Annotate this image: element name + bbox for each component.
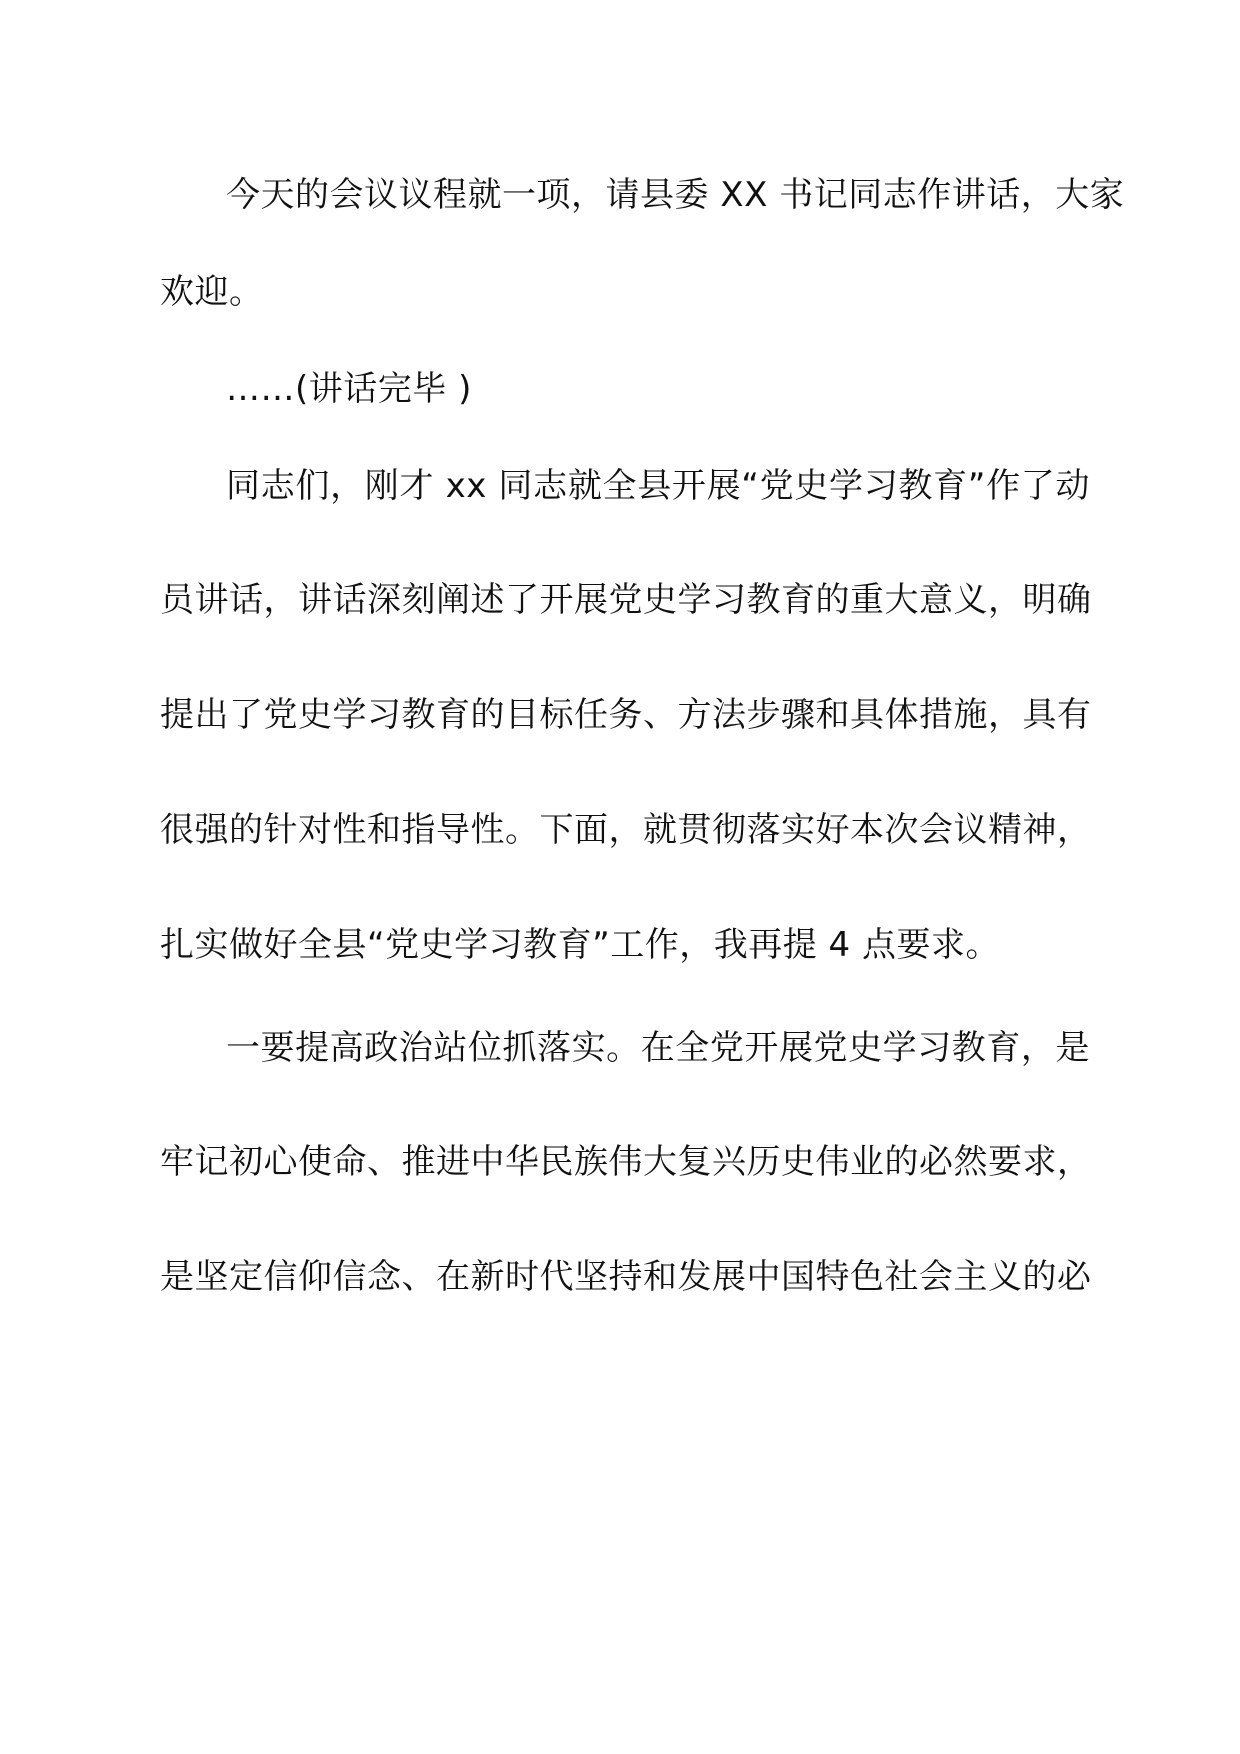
paragraph-3-line-4: 很强的针对性和指导性。下面，就贯彻落实好本次会议精神， [160,810,1092,850]
paragraph-3-line-2: 员讲话，讲话深刻阐述了开展党史学习教育的重大意义，明确 [160,580,1092,620]
paragraph-1-line-2: 欢迎。 [160,272,264,312]
paragraph-3-line-3: 提出了党史学习教育的目标任务、方法步骤和具体措施，具有 [160,695,1092,735]
paragraph-4-line-2: 牢记初心使命、推进中华民族伟大复兴历史伟业的必然要求， [160,1142,1092,1182]
paragraph-3-line-1: 同志们，刚才 xx 同志就全县开展“党史学习教育”作了动 [226,466,1090,506]
paragraph-2-line-1: ……(讲话完毕 ) [226,369,472,409]
paragraph-1-line-1: 今天的会议议程就一项，请县委 XX 书记同志作讲话，大家 [226,175,1125,215]
paragraph-4-line-1: 一要提高政治站位抓落实。在全党开展党史学习教育，是 [226,1028,1090,1068]
paragraph-3-line-5: 扎实做好全县“党史学习教育”工作，我再提 4 点要求。 [160,925,1000,965]
paragraph-4-line-3: 是坚定信仰信念、在新时代坚持和发展中国特色社会主义的必 [160,1257,1092,1297]
